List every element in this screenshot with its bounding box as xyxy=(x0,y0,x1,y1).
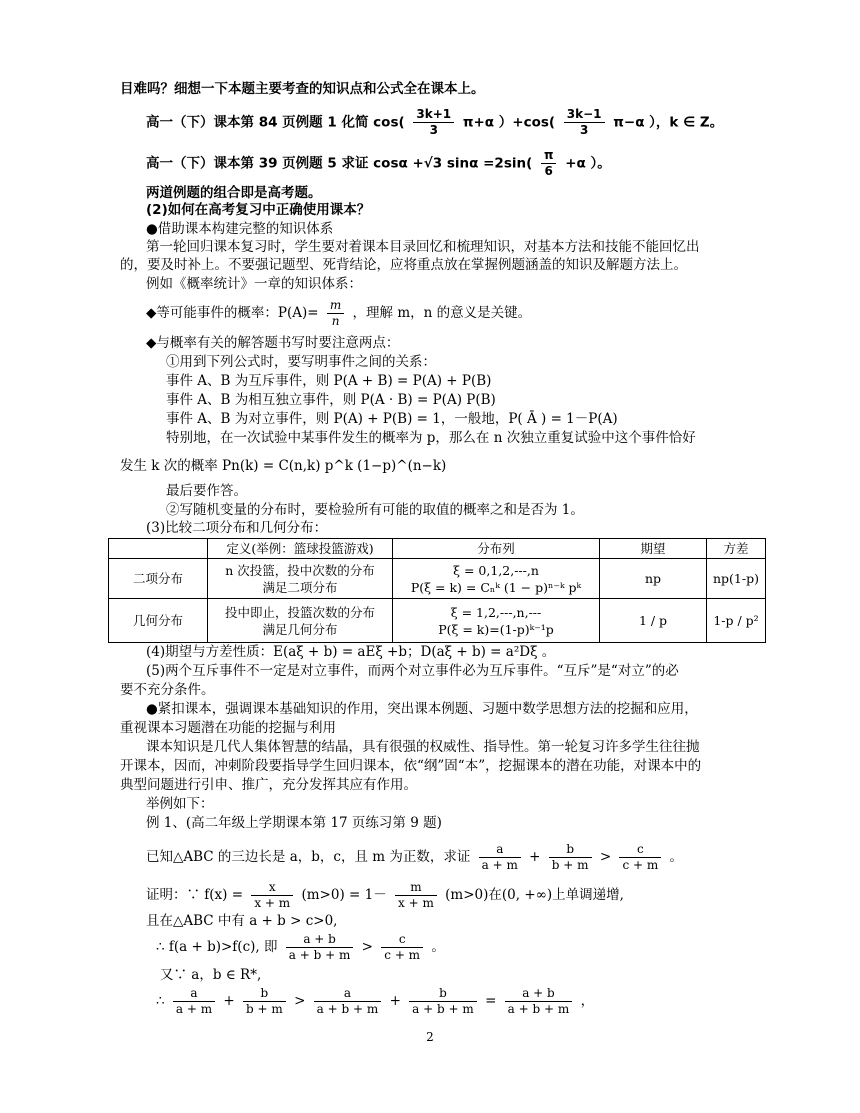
fraction: $\frac{3k-1}{3}$ xyxy=(564,107,605,138)
formula-line: 事件 A、B 为对立事件，则 P(A) + P(B) = 1，一般地，P( Ā ) = 1－P(A) xyxy=(166,411,618,427)
text-line: ◆等可能事件的概率：P(A)= $\frac{m}{n}$ ，理解 m，n 的意义是关键。 xyxy=(146,298,532,328)
distribution-table xyxy=(108,538,766,643)
paragraph-line: 典型问题进行引申、推广，充分发挥其应有作用。 xyxy=(120,777,417,793)
table-row xyxy=(109,559,766,599)
formula-line: 事件 A、B 为互斥事件，则 P(A + B) = P(A) + P(B) xyxy=(166,373,492,389)
text-line: ②写随机变量的分布时，要检验所有可能的取值的概率之和是否为 1。 xyxy=(166,502,584,518)
fraction: $\frac{a + b}{a + b + m}$ xyxy=(505,986,573,1017)
table-cell: 投中即止，投篮次数的分布 满足几何分布 xyxy=(208,599,393,643)
formula-line: 事件 A、B 为相互独立事件，则 P(A · B) = P(A) P(B) xyxy=(166,392,496,408)
text-line: 已知△ABC 的三边长是 a，b，c，且 m 为正数，求证 $\frac{a}{a + m}$ + $\frac{b}{b + m}$ > $\frac{c}{c + m}$ 。 xyxy=(146,842,684,872)
text-line: 例 1、(高二年级上学期课本第 17 页练习第 9 题) xyxy=(146,815,442,831)
paragraph-line: 开课本，因而，冲刺阶段要指导学生回归课本，依“纲”固“本”，挖掘课本的潜在功能，对课本中的 xyxy=(120,758,702,774)
fraction: $\frac{3k+1}{3}$ xyxy=(413,107,454,138)
table-header: 期望 xyxy=(600,539,707,559)
table-cell: ξ = 0,1,2,---,n P(ξ = k) = Cₙᵏ (1 − p)ⁿ⁻ᵏ pᵏ xyxy=(393,559,600,599)
table-cell: 1-p / p² xyxy=(707,599,766,643)
fraction: $\frac{b}{a + b + m}$ xyxy=(409,986,477,1017)
text-line: 且在△ABC 中有 a + b > c>0, xyxy=(146,913,338,929)
text-line: ∴ $\frac{a}{a + m}$ + $\frac{b}{b + m}$ > $\frac{a}{a + b + m}$ + $\frac{b}{a + b + m}$ = $\frac{a + b}{a + b + m}$ ， xyxy=(156,986,595,1016)
fraction: $\frac{b}{b + m}$ xyxy=(243,986,286,1017)
text-line: 重视课本习题潜在功能的挖掘与利用 xyxy=(120,720,336,736)
text-line: ①用到下列公式时，要写明事件之间的关系： xyxy=(166,354,436,370)
paragraph-line: 的，要及时补上。不要强记题型、死背结论，应将重点放在掌握例题涵盖的知识及解题方法上。 xyxy=(120,257,687,273)
text-line: 证明：∵ f(x) = $\frac{x}{x + m}$ (m>0) = 1－ $\frac{m}{x + m}$ (m>0)在(0, +∞)上单调递增, xyxy=(146,880,624,910)
fraction: $\frac{c}{c + m}$ xyxy=(619,842,661,873)
table-header: 方差 xyxy=(707,539,766,559)
text-line: ∴ f(a + b)>f(c), 即 $\frac{a + b}{a + b + m}$ > $\frac{c}{c + m}$ 。 xyxy=(156,932,445,962)
table-cell: 1 / p xyxy=(600,599,707,643)
fraction: $\frac{a + b}{a + b + m}$ xyxy=(286,932,354,963)
table-cell: 几何分布 xyxy=(109,599,208,643)
text-line: 又∵ a，b ∈ R*, xyxy=(160,967,262,983)
page-number: 2 xyxy=(426,1030,434,1044)
fraction: $\frac{\pi}{6}$ xyxy=(541,148,557,179)
bullet-heading: ●借助课本构建完整的知识体系 xyxy=(146,221,334,237)
text-line: 要不充分条件。 xyxy=(120,682,215,698)
text-line: (5)两个互斥事件不一定是对立事件，而两个对立事件必为互斥事件。“互斥”是“对立”的必 xyxy=(146,663,679,679)
table-header: 定义(举例：篮球投篮游戏) xyxy=(208,539,393,559)
fraction: $\frac{a}{a + m}$ xyxy=(173,986,215,1017)
section-heading: (2)如何在高考复习中正确使用课本？ xyxy=(146,202,371,218)
formula-line: 发生 k 次的概率 Pn(k) = C(n,k) p^k (1−p)^(n−k) xyxy=(120,458,447,474)
text-line: 两道例题的组合即是高考题。 xyxy=(146,185,322,201)
text-line: (4)期望与方差性质：E(aξ + b) = aEξ +b；D(aξ + b) = a²Dξ 。 xyxy=(146,644,556,660)
table-header-row xyxy=(109,539,766,559)
paragraph-line: 特别地，在一次试验中某事件发生的概率为 p，那么在 n 次独立重复试验中这个事件恰好 xyxy=(166,430,696,446)
fraction: $\frac{x}{x + m}$ xyxy=(251,880,293,911)
text-line: (3)比较二项分布和几何分布： xyxy=(146,520,328,536)
table-cell: np(1-p) xyxy=(707,559,766,599)
table-cell: 二项分布 xyxy=(109,559,208,599)
fraction: $\frac{b}{b + m}$ xyxy=(549,842,592,873)
fraction: $\frac{a}{a + b + m}$ xyxy=(314,986,382,1017)
text-line: 目难吗？细想一下本题主要考查的知识点和公式全在课本上。 xyxy=(120,81,485,97)
bullet-heading: ●紧扣课本，强调课本基础知识的作用，突出课本例题、习题中数学思想方法的挖掘和应用， xyxy=(146,701,698,717)
text-line: 举例如下： xyxy=(146,796,214,812)
paragraph-line: 课本知识是几代人集体智慧的结晶，具有很强的权威性、指导性。第一轮复习许多学生往往抛 xyxy=(146,739,700,755)
table-header: 分布列 xyxy=(393,539,600,559)
fraction: $\frac{a}{a + m}$ xyxy=(479,842,521,873)
text-line: 高一（下）课本第 39 页例题 5 求证 cosα +√3 sinα =2sin( $\frac{\pi}{6}$ +α ）。 xyxy=(146,148,611,178)
text-line: ◆与概率有关的解答题书写时要注意两点： xyxy=(146,335,400,351)
fraction: $\frac{m}{x + m}$ xyxy=(395,880,437,911)
paragraph-line: 例如《概率统计》一章的知识体系： xyxy=(146,276,362,292)
text-line: 高一（下）课本第 84 页例题 1 化简 cos( $\frac{3k+1}{3}$ π+α ）+cos( $\frac{3k-1}{3}$ π−α ），k ∈ Z。 xyxy=(146,107,724,137)
text-line: 最后要作答。 xyxy=(166,483,247,499)
table-cell: n 次投篮，投中次数的分布 满足二项分布 xyxy=(208,559,393,599)
fraction: $\frac{c}{c + m}$ xyxy=(381,932,423,963)
table-cell: ξ = 1,2,---,n,--- P(ξ = k)=(1-p)ᵏ⁻¹p xyxy=(393,599,600,643)
paragraph-line: 第一轮回归课本复习时，学生要对着课本目录回忆和梳理知识，对基本方法和技能不能回忆出 xyxy=(146,239,700,255)
fraction: $\frac{m}{n}$ xyxy=(327,298,344,329)
table-cell: np xyxy=(600,559,707,599)
table-row xyxy=(109,599,766,643)
